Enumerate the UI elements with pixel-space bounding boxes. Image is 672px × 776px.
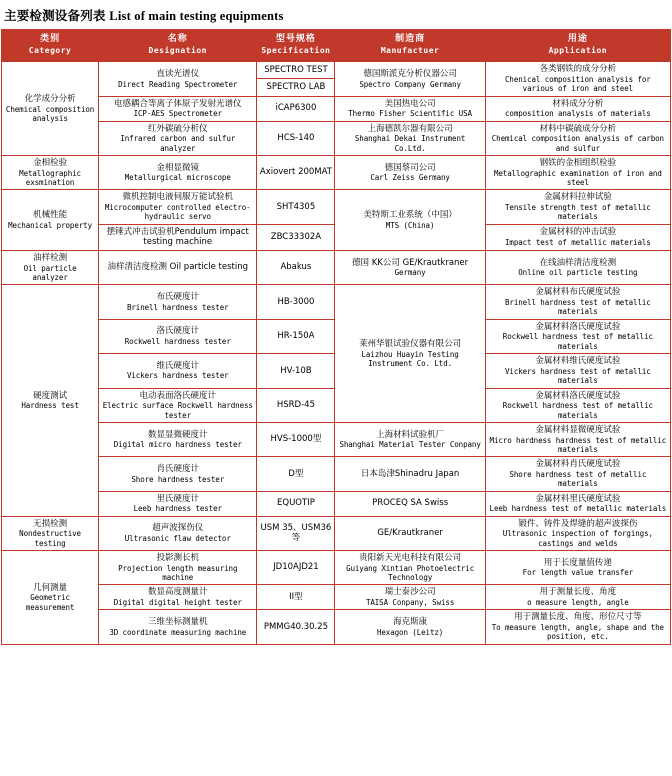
cell-text-cn: 日本岛津Shinadru Japan [360, 468, 460, 479]
cell-specification [257, 96, 335, 121]
cell-manufacturer [335, 585, 485, 610]
column-header-en: Manufactuer [380, 46, 440, 56]
cell-text-cn: 金属材料里氏硬度试验 [535, 493, 621, 504]
cell-specification [257, 551, 335, 585]
cell-text-cn: 摆锤式冲击试验机Pendulum impact testing machine [106, 226, 249, 248]
column-header-0 [2, 30, 99, 62]
cell-application [485, 491, 670, 516]
table-row [2, 491, 671, 516]
cell-text-en: Thermo Fisher Scientific USA [348, 109, 472, 119]
cell-text-en: Chemical composition analysis [5, 104, 95, 123]
cell-text-en: Mechanical property [8, 220, 93, 230]
cell-text-cn: 化学成分分析 [24, 93, 76, 104]
cell-text-cn: 各类钢铁的成分分析 [539, 64, 617, 75]
cell-application [485, 96, 670, 121]
cell-text-cn: 机械性能 [33, 210, 68, 221]
cell-text-en: Metallographic exsmination [19, 168, 81, 187]
cell-specification [257, 285, 335, 319]
cell-category [2, 551, 99, 645]
cell-application [485, 551, 670, 585]
cell-designation [99, 224, 257, 250]
cell-manufacturer [335, 491, 485, 516]
cell-text-cn: PMMG40.30.25 [263, 621, 329, 632]
cell-text-cn: 金属材料的冲击试验 [539, 227, 617, 238]
cell-specification [257, 251, 335, 285]
cell-text-cn: HSRD-45 [276, 399, 315, 410]
cell-text-en: o measure length, angle [527, 598, 629, 607]
cell-text-cn: 用于测量长度、角度 [539, 587, 617, 598]
cell-text-cn: 金属材料显微硬度试验 [535, 424, 621, 435]
cell-application [485, 354, 670, 388]
cell-application [485, 156, 670, 190]
cell-text-en: Vickers hardness tester [126, 371, 229, 381]
cell-designation [99, 516, 257, 550]
cell-text-en: Digital digital height tester [113, 598, 242, 607]
cell-text-cn: HCS-140 [277, 133, 315, 143]
cell-application [485, 457, 670, 491]
column-header-cn: 型号规格 [275, 34, 316, 44]
cell-text-cn: 金属材料洛氏硬度试验 [535, 390, 621, 401]
cell-text-cn: 布氏硬度计 [156, 292, 200, 303]
cell-text-en: Carl Zeiss Germany [370, 173, 450, 183]
cell-category [2, 251, 99, 285]
cell-text-cn: 金相检验 [33, 158, 68, 168]
cell-specification [257, 388, 335, 422]
cell-designation [99, 551, 257, 585]
table-row [2, 610, 671, 644]
cell-application [485, 585, 670, 610]
cell-text-cn: SPECTRO TEST [264, 65, 328, 76]
cell-text-cn: ZBC33302A [270, 232, 322, 243]
cell-designation [99, 457, 257, 491]
table-body [2, 62, 671, 645]
column-header-en: Specification [261, 46, 331, 56]
cell-text-cn: 德国蔡司公司 [384, 162, 436, 173]
cell-text-cn: 材料中碳硫成分分析 [539, 123, 617, 134]
cell-text-en: Direct Reading Spectrometer [118, 79, 238, 89]
column-header-en: Designation [148, 46, 207, 56]
cell-text-cn: 无损检测 [33, 518, 68, 529]
cell-category [2, 516, 99, 550]
cell-text-cn: 红外碳硫分析仪 [148, 123, 208, 134]
cell-text-en: Electric surface Rockwell hardness tester [102, 401, 253, 420]
column-header-cn: 用途 [567, 34, 588, 44]
cell-designation [99, 491, 257, 516]
column-header-en: Category [28, 46, 72, 56]
page-title [0, 0, 672, 29]
cell-designation [99, 610, 257, 644]
cell-specification [257, 354, 335, 388]
cell-specification [257, 585, 335, 610]
cell-text-cn: 金属材料拉伸试验 [543, 192, 612, 203]
equipment-table [1, 29, 671, 645]
cell-text-cn: HVS-1000型 [270, 434, 322, 445]
cell-text-cn: 德国斯派克分析仪器公司 [363, 68, 457, 79]
cell-manufacturer [335, 190, 485, 251]
cell-text-en: Digital micro hardness tester [113, 440, 242, 450]
cell-text-cn: 维氏硬度计 [156, 360, 200, 371]
cell-text-cn: 在线油样清洁度检测 [539, 257, 617, 268]
cell-application [485, 516, 670, 550]
cell-category [2, 62, 99, 156]
cell-text-en: Hardness test [21, 401, 79, 411]
cell-manufacturer [335, 457, 485, 491]
cell-text-en: Brinell hardness tester [126, 302, 229, 312]
cell-designation [99, 121, 257, 155]
cell-text-cn: 数显高度测量计 [148, 587, 208, 598]
cell-text-en: Online oil particle testing [518, 268, 638, 278]
column-header-3 [335, 30, 485, 62]
cell-text-cn: 电感耦合等离子体原子发射光谱仪 [114, 98, 242, 109]
cell-manufacturer [335, 285, 485, 423]
cell-text-cn: 投影测长机 [156, 553, 200, 563]
cell-text-cn: PROCEQ SA Swiss [372, 498, 449, 509]
cell-text-en: Hexagon (Leitz) [376, 627, 444, 637]
cell-designation [99, 251, 257, 285]
cell-text-en: Tensile strength test of metallic materials [504, 203, 651, 222]
cell-application [485, 62, 670, 96]
cell-text-cn: 海克斯康 [393, 617, 428, 628]
cell-specification [257, 79, 335, 96]
cell-text-cn: 洛氏硬度计 [156, 326, 200, 337]
cell-text-en: TAISA Conpany, Swiss [365, 598, 455, 607]
cell-specification [257, 156, 335, 190]
cell-text-cn: 上海材料试验机厂 [376, 429, 445, 440]
cell-text-en: ICP-AES Spectrometer [133, 109, 222, 119]
cell-text-cn: 用于长度量值传递 [543, 557, 612, 568]
cell-text-cn: USM 35、USM36等 [260, 522, 332, 544]
cell-text-en: 3D coordinate measuring machine [109, 627, 247, 637]
cell-specification [257, 121, 335, 155]
cell-text-cn: 金相显微镜 [156, 162, 200, 173]
cell-specification [257, 457, 335, 491]
cell-text-cn: 几何测量 [33, 582, 68, 593]
cell-manufacturer [335, 516, 485, 550]
column-header-cn: 名称 [167, 34, 188, 44]
cell-specification [257, 62, 335, 79]
cell-text-cn: 美国热电公司 [384, 98, 436, 109]
cell-text-cn: Axiovert 200MAT [259, 167, 332, 178]
cell-designation [99, 156, 257, 190]
cell-text-cn: HR-150A [277, 331, 315, 342]
cell-text-en: Projection length measuring machine [118, 563, 238, 582]
cell-text-cn: 莱州华银试验仪器有限公司 [359, 338, 462, 349]
table-row [2, 585, 671, 610]
cell-manufacturer [335, 551, 485, 585]
cell-manufacturer [335, 156, 485, 190]
table-row [2, 156, 671, 190]
cell-application [485, 285, 670, 319]
table-row [2, 190, 671, 224]
cell-designation [99, 388, 257, 422]
cell-text-cn: HB-3000 [277, 296, 315, 307]
cell-text-cn: HV-10B [280, 365, 312, 376]
cell-text-cn: 微机控制电液伺服万能试验机 [122, 192, 234, 203]
cell-text-en: Shore hardness tester [131, 474, 225, 484]
table-row [2, 96, 671, 121]
cell-text-en: Spectro Company Germany [359, 79, 461, 89]
cell-text-en: Vickers hardness test of metallic materials [504, 366, 651, 386]
cell-text-cn: 贵阳新天光电科技有限公司 [359, 553, 462, 563]
cell-specification [257, 319, 335, 353]
cell-designation [99, 190, 257, 224]
cell-text-cn: D型 [288, 468, 304, 479]
cell-text-cn: EQUOTIP [277, 498, 315, 509]
cell-specification [257, 224, 335, 250]
column-header-en: Application [548, 46, 608, 56]
cell-category [2, 156, 99, 190]
cell-text-cn: 里氏硬度计 [156, 493, 200, 504]
cell-text-en: Shanghai Dekai Instrument Co.Ltd. [354, 134, 466, 153]
cell-manufacturer [335, 121, 485, 155]
cell-text-cn: 数显显微硬度计 [148, 429, 208, 440]
cell-text-cn: 用于测量长度、角度、形位尺寸等 [514, 612, 642, 623]
cell-application [485, 121, 670, 155]
cell-text-en: Leeb hardness test of metallic materials [489, 504, 667, 514]
cell-designation [99, 585, 257, 610]
page-title-en: List of main testing equipments [109, 9, 284, 23]
cell-text-en: Geometric measurement [25, 593, 75, 612]
table-row [2, 62, 671, 79]
cell-text-cn: SHT4305 [276, 201, 316, 212]
cell-text-en: Micro hardness hardness test of metallic materials [489, 435, 667, 454]
cell-text-cn: 瑞士泰沙公司 [384, 587, 436, 598]
cell-specification [257, 491, 335, 516]
cell-application [485, 388, 670, 422]
table-header-row [2, 30, 671, 62]
cell-text-en: Rockwell hardness tester [124, 337, 231, 347]
cell-text-en: Impact test of metallic materials [504, 238, 651, 247]
cell-designation [99, 96, 257, 121]
cell-text-cn: GE/Krautkraner [377, 528, 443, 538]
cell-category [2, 285, 99, 516]
column-header-1 [99, 30, 257, 62]
table-header [2, 30, 671, 62]
table-row [2, 121, 671, 155]
column-header-4 [485, 30, 670, 62]
cell-text-cn: 油样检测 [33, 253, 68, 263]
cell-designation [99, 285, 257, 319]
cell-text-cn: 金属材料洛氏硬度试验 [535, 321, 621, 332]
cell-text-en: Shanghai Material Tester Conpany [339, 440, 481, 450]
cell-text-cn: 上海德凯尔器有限公司 [367, 123, 453, 134]
cell-text-en: Microcomputer controlled electro-hydraulic servo [104, 203, 251, 222]
cell-text-en: Rockwell hardness test of metallic materials [502, 401, 653, 420]
cell-text-en: Metallurgical microscope [124, 173, 231, 183]
cell-text-cn: iCAP6300 [275, 103, 317, 114]
cell-text-en: Germany [394, 268, 426, 278]
cell-text-en: Infrared carbon and sulfur analyzer [120, 134, 236, 153]
cell-designation [99, 354, 257, 388]
table-row [2, 285, 671, 319]
cell-text-en: Metallographic examination of iron and steel [493, 168, 662, 187]
cell-text-cn: 金属材料布氏硬度试验 [535, 287, 621, 298]
cell-manufacturer [335, 251, 485, 285]
cell-application [485, 224, 670, 250]
cell-text-en: To measure length, angle, shape and the position, etc. [491, 623, 664, 642]
table-row [2, 422, 671, 456]
cell-text-cn: JD10AJD21 [273, 562, 319, 573]
cell-text-cn: 钢铁的金相组织检验 [539, 158, 617, 168]
cell-text-cn: 锻件、铸件及焊缝的超声波探伤 [518, 518, 638, 529]
cell-text-en: Ultrasonic inspection of forgings, castings and welds [502, 529, 653, 548]
cell-text-cn: 肖氏硬度计 [156, 463, 200, 474]
cell-text-cn: SPECTRO LAB [266, 82, 326, 93]
column-header-cn: 类别 [40, 34, 61, 44]
cell-text-cn: 油样清洁度检测 Oil particle testing [107, 262, 249, 273]
cell-application [485, 190, 670, 224]
cell-text-en: Chemical composition analysis of carbon and sulfur [491, 134, 664, 153]
cell-application [485, 319, 670, 353]
table-row [2, 251, 671, 285]
cell-text-cn: 三维坐标测量机 [148, 617, 208, 628]
column-header-cn: 制造商 [395, 34, 426, 44]
cell-text-cn: 硬度测试 [33, 390, 68, 401]
cell-text-en: Shore hardness test of metallic materials [509, 469, 647, 489]
cell-application [485, 610, 670, 644]
cell-specification [257, 422, 335, 456]
cell-designation [99, 62, 257, 96]
cell-text-cn: 超声波探伤仪 [152, 523, 204, 534]
cell-text-cn: 材料成分分析 [552, 98, 604, 109]
cell-text-en: Leeb hardness tester [133, 504, 222, 514]
cell-designation [99, 319, 257, 353]
cell-text-cn: 电动表面洛氏硬度计 [139, 390, 217, 401]
table-row [2, 516, 671, 550]
table-row [2, 457, 671, 491]
cell-category [2, 190, 99, 251]
cell-specification [257, 190, 335, 224]
cell-text-en: Brinell hardness test of metallic materials [504, 298, 651, 317]
cell-text-en: Nondestructive testing [19, 529, 81, 548]
cell-specification [257, 610, 335, 644]
cell-application [485, 251, 670, 285]
cell-text-cn: II型 [289, 592, 303, 603]
cell-manufacturer [335, 422, 485, 456]
column-header-2 [257, 30, 335, 62]
page-title-cn: 主要检测设备列表 [4, 8, 106, 23]
cell-specification [257, 516, 335, 550]
cell-text-cn: 金属材料维氏硬度试验 [535, 356, 621, 367]
cell-text-en: composition analysis of materials [504, 109, 651, 119]
cell-text-en: MTS (China) [385, 220, 435, 230]
cell-text-en: For length value transfer [522, 568, 634, 578]
cell-text-en: Laizhou Huayin Testing Instrument Co. Ltd. [361, 349, 459, 368]
cell-application [485, 422, 670, 456]
cell-manufacturer [335, 96, 485, 121]
cell-text-cn: 美特斯工业系统（中国） [363, 210, 457, 221]
cell-manufacturer [335, 62, 485, 96]
cell-text-cn: 德国 KK公司 GE/Krautkraner [352, 257, 469, 268]
cell-manufacturer [335, 610, 485, 644]
table-row [2, 551, 671, 585]
cell-text-cn: 金属材料肖氏硬度试验 [535, 459, 621, 470]
cell-text-en: Oil particle analyzer [23, 263, 77, 282]
cell-text-cn: 直读光谱仪 [156, 68, 200, 79]
cell-text-en: Ultrasonic flaw detector [124, 533, 231, 543]
cell-text-cn: Abakus [280, 262, 312, 273]
cell-designation [99, 422, 257, 456]
cell-text-en: Chenical composition analysis for various of iron and steel [504, 74, 651, 94]
cell-text-en: Guiyang Xintian Photoelectric Technology [346, 563, 475, 582]
cell-text-en: Rockwell hardness test of metallic materials [502, 332, 653, 351]
